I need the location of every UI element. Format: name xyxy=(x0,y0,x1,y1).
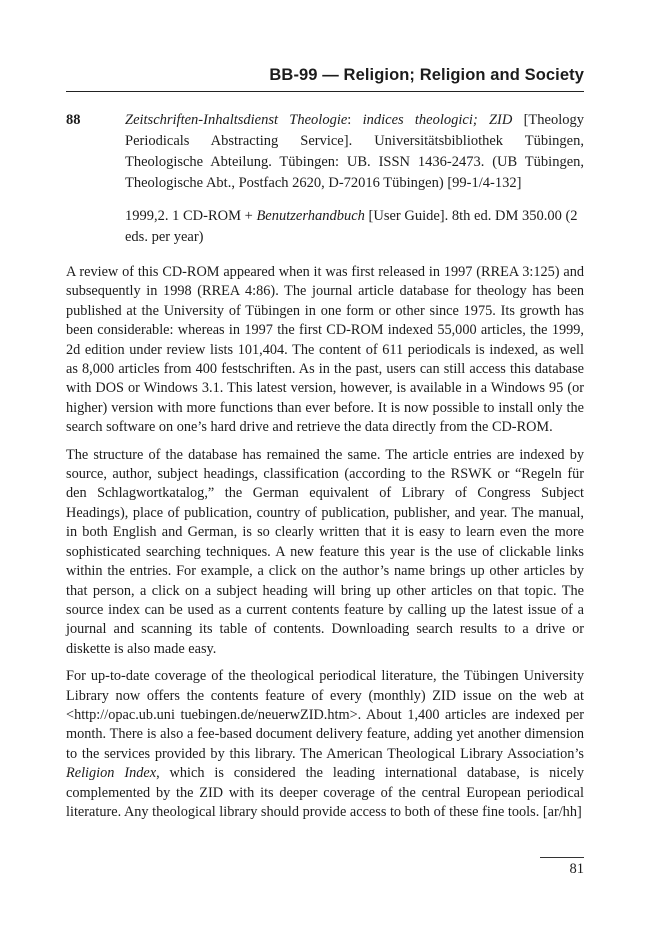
holdings-manual-title: Benutzerhandbuch xyxy=(256,208,365,224)
running-head: BB-99 — Religion; Religion and Society xyxy=(269,66,584,84)
review-paragraph-2: The structure of the database has remained the same. The article entries are indexed by source, author, subject headings, classification (according to the RSWK or “Regeln für den Schlagwortkatalog,” the German equivalent of Library of Congress Subject Headings), place of publication, country of publication, publisher, and year. The manual, in both English and German, is so clearly written that it is easy to learn even the more sophisticated searching techniques. A new feature this year is the use of clickable links within the entries. For example, a click on the author’s name brings up other articles by that person, a click on a subject heading will bring up other articles on that topic. The source index can be used as a current contents feature by calling up the latest issue of a journal and scanning its table of contents. Downloading search results to a drive or diskette is also made easy. xyxy=(66,446,584,657)
holdings-price: [User Guide]. 8th ed. DM 350.00 (2 eds. per year) xyxy=(125,208,578,245)
holdings-edition: 1999,2. 1 CD-ROM + xyxy=(125,208,257,224)
review-paragraph-3 xyxy=(66,667,584,822)
review-paragraph-1: A review of this CD-ROM appeared when it was first released in 1997 (RREA 3:125) and subsequently in 1998 (RREA 4:86). The journal article database for theology has been published at the University of Tübingen in one form or other since 1975. Its growth has been considerable: whereas in 1997 the first CD-ROM indexed 55,000 articles, the 1999, 2d edition under review lists 101,404. The content of 611 periodicals is indexed, as well as 8,000 articles from 400 festschriften. As in the past, users can still access this database with DOS or Windows 3.1. This latest version, however, is available in a Windows 95 (or higher) version with more functions than ever before. It is now possible to install only the search software on one’s hard drive and retrieve the data directly from the CD-ROM. xyxy=(66,264,584,436)
citation-details: [Theology Periodicals Abstracting Service]. Universitätsbibliothek Tübingen, Theologische Abteilung. Tübingen: UB. ISSN 1436-2473. (UB Tübingen, Theologische Abt., Postfach 2620, D-72016 Tübingen) [99-1/4-132] xyxy=(125,112,584,191)
entry-number: 88 xyxy=(66,112,81,128)
header-rule xyxy=(66,91,584,92)
paragraph-3-text-end: , which is considered the leading international database, is nicely complemented by the ZID with its deeper coverage of the central European periodical literature. Any theological library should provide access to both of these fine tools. [ar/hh] xyxy=(66,765,585,820)
page-number: 81 xyxy=(569,861,584,877)
religion-index-title: Religion Index xyxy=(66,765,157,782)
citation-separator: : xyxy=(347,112,363,128)
paragraph-3-text-start: For up-to-date coverage of the theological periodical literature, the Tübingen University Library now offers the contents feature of every (monthly) ZID issue on the web at <http://opac.ub.uni tuebingen.de/neuerwZID.htm>. About 1,400 articles are indexed per month. There is also a fee-based document delivery feature, adding yet another dimension to the services provided by this library. The American Theological Library Association’s xyxy=(66,668,584,762)
citation-title: Zeitschriften-Inhaltsdienst Theologie xyxy=(125,112,348,128)
footer-rule xyxy=(540,857,584,858)
bibliographic-entry xyxy=(66,110,584,248)
review-text xyxy=(66,263,584,830)
citation-subtitle: indices theologici; ZID xyxy=(362,112,513,128)
entry-citation xyxy=(125,110,584,194)
entry-holdings xyxy=(125,206,584,248)
